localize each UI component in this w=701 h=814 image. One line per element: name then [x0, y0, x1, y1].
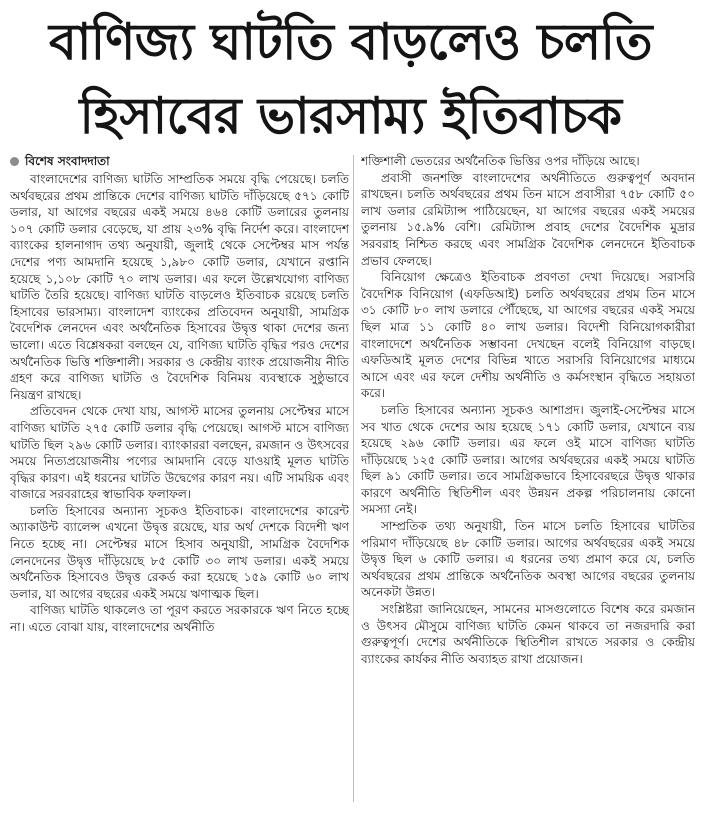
paragraph: বাণিজ্য ঘাটতি থাকলেও তা পূরণ করতে সরকারকে ঋণ নিতে হচ্ছে না। এতে বোঝা যায়, বাংলাদেশের অর্থনীতি [10, 603, 349, 635]
paragraph: বাংলাদেশের বাণিজ্য ঘাটতি সাম্প্রতিক সময়ে বৃদ্ধি পেয়েছে। চলতি অর্থবছরের প্রথম প্রান্তিকে দেশের বাণিজ্য ঘাটতি দাঁড়িয়েছে ৫৭১ কোটি ডলার, যা আগের বছরের একই সময়ে ৪৬৪ কোটি ডলারের তুলনায় ১০৭ কোটি ডলার বেড়েছে, যা প্রায় ২৩% বৃদ্ধি নির্দেশ করে। বাংলাদেশ ব্যাংকের হালনাগাদ তথ্য অনুযায়ী, জুলাই থেকে সেপ্টেম্বর মাস পর্যন্ত দেশের পণ্য আমদানি হয়েছে ১,৯৮০ কোটি ডলার, যেখানে রপ্তানি হয়েছে ১,১০৮ কোটি ৭০ লাখ ডলার। এর ফলে উল্লেখযোগ্য বাণিজ্য ঘাটতি তৈরি হয়েছে। বাণিজ্য ঘাটতি বাড়লেও ইতিবাচক রয়েছে চলতি হিসাবের ভারসাম্য। বাংলাদেশ ব্যাংকের প্রতিবেদন অনুযায়ী, সামগ্রিক বৈদেশিক লেনদেন এবং অর্থনৈতিক হিসাবের উদ্বৃত্ত থাকা দেশের জন্য ভালো। এতে বিশ্লেষকরা বলছেন যে, বাণিজ্য ঘাটতি বৃদ্ধির পরও দেশের অর্থনৈতিক ভিত্তি শক্তিশালী। সরকার ও কেন্দ্রীয় ব্যাংক প্রয়োজনীয় নীতি গ্রহণ করে বাণিজ্য ঘাটতি ও বৈদেশিক বিনিময় ব্যবস্থাকে সুষ্ঠুভাবে নিয়ন্ত্রণ রাখছে। [10, 172, 349, 402]
paragraph: বিনিয়োগ ক্ষেত্রেও ইতিবাচক প্রবণতা দেখা দিয়েছে। সরাসরি বৈদেশিক বিনিয়োগ (এফডিআই) চলতি অর্থবছরের প্রথম তিন মাসে ৩১ কোটি ৮০ লাখ ডলারে পৌঁছেছে, যা আগের বছরের একই সময়ে ছিল মাত্র ১১ কোটি ৪০ লাখ ডলার। বিদেশী বিনিয়োগকারীরা বাংলাদেশে অর্থনৈতিক সম্ভাবনা দেখছেন বলেই বিনিয়োগ বাড়ছে। এফডিআই মূলত দেশের বিভিন্ন খাতে সরাসরি বিনিয়োগের মাধ্যমে আসে এবং এর ফলে দেশীয় অর্থনীতি ও কর্মসংস্থান বৃদ্ধিতে সহায়তা করে। [361, 270, 695, 401]
paragraph: চলতি হিসাবের অন্যান্য সূচকও আশাপ্রদ। জুলাই-সেপ্টেম্বর মাসে সব খাত থেকে দেশের আয় হয়েছে ১৭১ কোটি ডলার, যেখানে ব্যয় হয়েছে ২৯৬ কোটি ডলার। এর ফলে ওই মাসে বাণিজ্য ঘাটতি দাঁড়িয়েছে ১২৫ কোটি ডলার। আগের অর্থবছরের একই সময়ে ঘাটতি ছিল ৯১ কোটি ডলার। তবে সামগ্রিকভাবে হিসাবেরছরে উদ্বৃত্ত থাকার কারণে অর্থনীতি স্থিতিশীল এবং উন্নয়ন প্রকল্প পরিচালনায় কোনো সমস্যা নেই। [361, 402, 695, 517]
article-column-left [10, 153, 349, 806]
paragraph: প্রবাসী জনশক্তি বাংলাদেশের অর্থনীতিতে গুরুত্বপূর্ণ অবদান রাখছেন। চলতি অর্থবছরের প্রথম তিন মাসে প্রবাসীরা ৭৫৮ কোটি ৫০ লাখ ডলার রেমিট্যান্স পাঠিয়েছেন, যা আগের বছরের একই সময়ের তুলনায় ১৫.৯% বেশি। রেমিট্যান্স প্রবাহ দেশের বৈদেশিক মুদ্রার সরবরাহ নিশ্চিত করছে এবং সামগ্রিক বৈদেশিক লেনদেনে ইতিবাচক প্রভাব ফেলছে। [361, 170, 695, 268]
byline-text: বিশেষ সংবাদদাতা [25, 154, 110, 168]
paragraph: চলতি হিসাবের অন্যান্য সূচকও ইতিবাচক। বাংলাদেশের কারেন্ট অ্যাকাউন্ট ব্যালেন্স এখনো উদ্বৃত্ত রয়েছে, যার অর্থ দেশকে বিদেশী ঋণ নিতে হচ্ছে না। সেপ্টেম্বর মাসে হিসাব অনুযায়ী, সামগ্রিক বৈদেশিক লেনদেনের উদ্বৃত্ত দাঁড়িয়েছে ৮৫ কোটি ৩০ লাখ ডলার। একই সময়ে অর্থনৈতিক হিসাবেও উদ্বৃত্ত রেকর্ড করা হয়েছে ১৫৯ কোটি ৬০ লাখ ডলার, যা আগের বছরের একই সময়ে ঋণাত্মক ছিল। [10, 503, 349, 601]
paragraph: সংশ্লিষ্টরা জানিয়েছেন, সামনের মাসগুলোতে বিশেষ করে রমজান ও উৎসব মৌসুমে বাণিজ্য ঘাটতি কেমন থাকবে তা নজরদারি করা গুরুত্বপূর্ণ। দেশের অর্থনীতিকে স্থিতিশীল রাখতে সরকার ও কেন্দ্রীয় ব্যাংকের কার্যকর নীতি অব্যাহত রাখা প্রয়োজন। [361, 602, 695, 666]
article-column-right [361, 153, 695, 806]
paragraph: সাম্প্রতিক তথ্য অনুযায়ী, তিন মাসে চলতি হিসাবের ঘাটতির পরিমাণ দাঁড়িয়েছে ৪৮ কোটি ডলার। আগের অর্থবছরের একই সময়ে উদ্বৃত্ত ছিল ৬ কোটি ডলার। এ ধরনের তথ্য প্রমাণ করে যে, চলতি অর্থবছরের প্রথম প্রান্তিকে অর্থনৈতিক অবস্থা আগের বছরের তুলনায় অনেকটা উন্নত। [361, 519, 695, 600]
paragraph-continued: শক্তিশালী ভেতরের অর্থনৈতিক ভিত্তির ওপর দাঁড়িয়ে আছে। [361, 154, 640, 168]
column-divider [353, 155, 354, 802]
byline [10, 153, 349, 170]
paragraph: প্রতিবেদন থেকে দেখা যায়, আগস্ট মাসের তুলনায় সেপ্টেম্বর মাসে বাণিজ্য ঘাটতি ২৭৫ কোটি ডলার বৃদ্ধি পেয়েছে। আগস্ট মাসে বাণিজ্য ঘাটতি ছিল ২৯৬ কোটি ডলার। ব্যাংকাররা বলছেন, রমজান ও উৎসবের সময়ে নিত্যপ্রয়োজনীয় পণ্যের আমদানি বেড়ে যাওয়াই মূলত ঘাটতি বৃদ্ধির কারণ। এই ধরনের ঘাটতি উদ্বেগের কারণ নয়। এটি সাময়িক এবং বাজারে সরবরাহের স্বাভাবিক ফলাফল। [10, 404, 349, 502]
headline-line-1: বাণিজ্য ঘাটতি বাড়লেও চলতি [48, 13, 652, 71]
bullet-icon [10, 157, 19, 166]
headline-line-2: হিসাবের ভারসাম্য ইতিবাচক [79, 87, 622, 145]
